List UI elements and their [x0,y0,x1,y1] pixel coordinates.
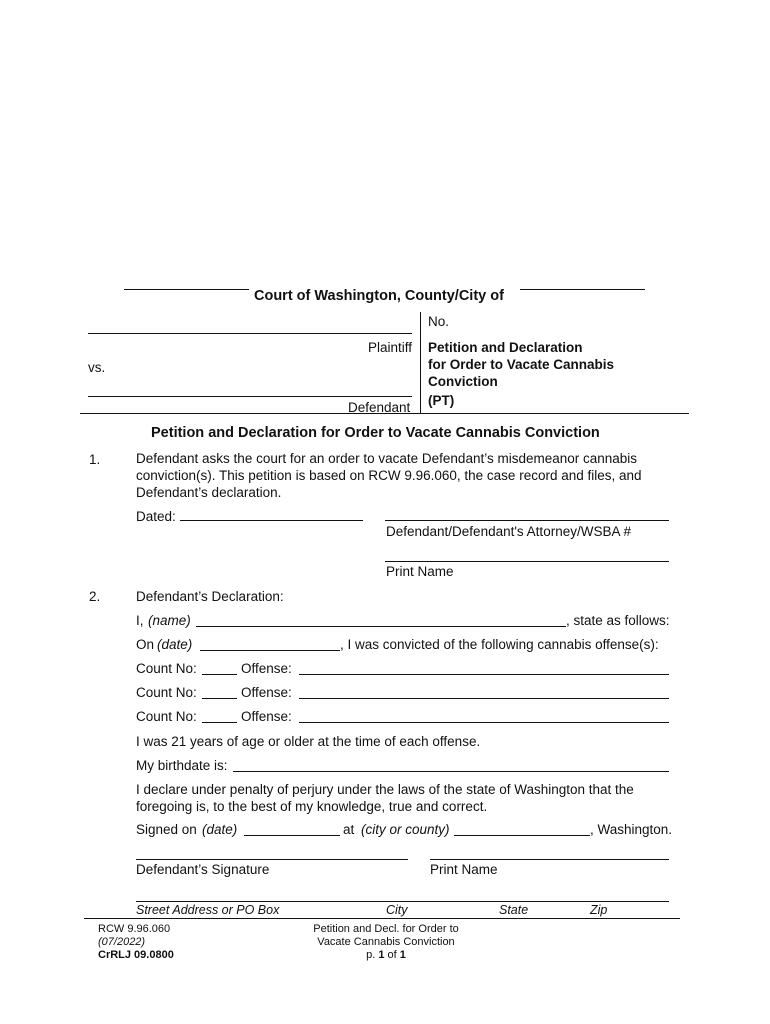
state-follows-text: , state as follows: [566,613,670,628]
footer-center-line1: Petition and Decl. for Order to [313,923,459,935]
page-prefix: p. [366,949,376,961]
count-label-1: Count No: [136,661,197,676]
perjury-statement: I declare under penalty of perjury under the laws of the state of Washington that the foregoing is, to the best of my knowledge, true and correct. [136,782,634,814]
section1-print-name-label: Print Name [386,564,454,579]
count-label-3: Count No: [136,709,197,724]
signature-label: Defendant’s Signature [136,862,270,877]
i-label: I, [136,613,144,628]
declarant-name-field[interactable] [196,626,566,627]
city-county-hint: (city or county) [361,822,450,837]
caption-bottom-rule [80,413,689,414]
signed-date-field[interactable] [244,835,340,836]
court-county-blank-left[interactable] [124,289,249,290]
signed-date-hint: (date) [202,822,238,837]
offense-field-1[interactable] [299,674,669,675]
count-number-field-1[interactable] [202,674,237,675]
offense-field-2[interactable] [299,698,669,699]
dated-field[interactable] [180,520,363,521]
section2-number: 2. [89,589,101,604]
age-statement: I was 21 years of age or older at the time of each offense. [136,734,481,749]
doc-title-line1: Petition and Declaration [428,340,583,355]
street-address-label: Street Address or PO Box [136,903,280,917]
dated-label: Dated: [136,509,176,524]
page-of: of [387,949,397,961]
section2-heading: Defendant’s Declaration: [136,589,284,604]
section1-text: Defendant asks the court for an order to vacate Defendant’s misdemeanor cannabis conviction(s). This petition is based on RCW 9.96.060, the case record and files, and Defendant’s declaration. [136,451,642,500]
page-indicator [311,949,461,962]
footer-form-code: CrRLJ 09.0800 [98,949,174,961]
birthdate-field[interactable] [233,771,669,772]
count-label-2: Count No: [136,685,197,700]
conviction-date-field[interactable] [200,650,340,651]
footer-center-line2: Vacate Cannabis Conviction [317,936,455,948]
offense-label-2: Offense: [241,685,292,700]
court-county-blank-right[interactable] [520,289,645,290]
signed-on-label: Signed on [136,822,197,837]
doc-code: (PT) [428,393,455,408]
count-number-field-3[interactable] [202,722,237,723]
attorney-signature-field[interactable] [385,520,669,521]
count-number-field-2[interactable] [202,698,237,699]
zip-label: Zip [590,903,608,917]
defendant-name-field[interactable] [88,396,412,397]
attorney-label: Defendant/Defendant's Attorney/WSBA # [386,524,631,539]
convicted-text: , I was convicted of the following cannabis offense(s): [340,637,659,652]
court-title: Court of Washington, County/City of [254,288,504,304]
on-label: On [136,637,155,652]
defendant-signature-field[interactable] [136,859,408,860]
doc-title-line3: Conviction [428,374,498,389]
caption-divider [420,312,421,413]
state-label: State [499,903,529,917]
section1-print-name-field[interactable] [385,561,669,562]
section2-print-name-label: Print Name [430,862,498,877]
birthdate-label: My birthdate is: [136,758,228,773]
at-label: at [343,822,355,837]
case-number-label: No. [428,314,450,329]
washington-text: , Washington. [590,822,673,837]
footer-rule [84,918,680,919]
vs-label: vs. [88,360,106,375]
section1-number: 1. [89,452,101,467]
name-hint: (name) [148,613,191,628]
page-total: 1 [399,949,406,961]
doc-title-line2: for Order to Vacate Cannabis [428,357,615,372]
section2-print-name-field[interactable] [430,859,669,860]
page-number: 1 [378,949,385,961]
offense-label-3: Offense: [241,709,292,724]
conviction-date-hint: (date) [157,637,193,652]
footer-rcw: RCW 9.96.060 [98,923,171,935]
footer-date: (07/2022) [98,936,146,948]
city-label: City [386,903,408,917]
plaintiff-label: Plaintiff [368,340,413,355]
offense-label-1: Offense: [241,661,292,676]
main-title: Petition and Declaration for Order to Vacate Cannabis Conviction [151,425,600,441]
defendant-label: Defendant [348,400,411,415]
signed-city-field[interactable] [454,835,590,836]
plaintiff-name-field[interactable] [88,333,412,334]
offense-field-3[interactable] [299,722,669,723]
